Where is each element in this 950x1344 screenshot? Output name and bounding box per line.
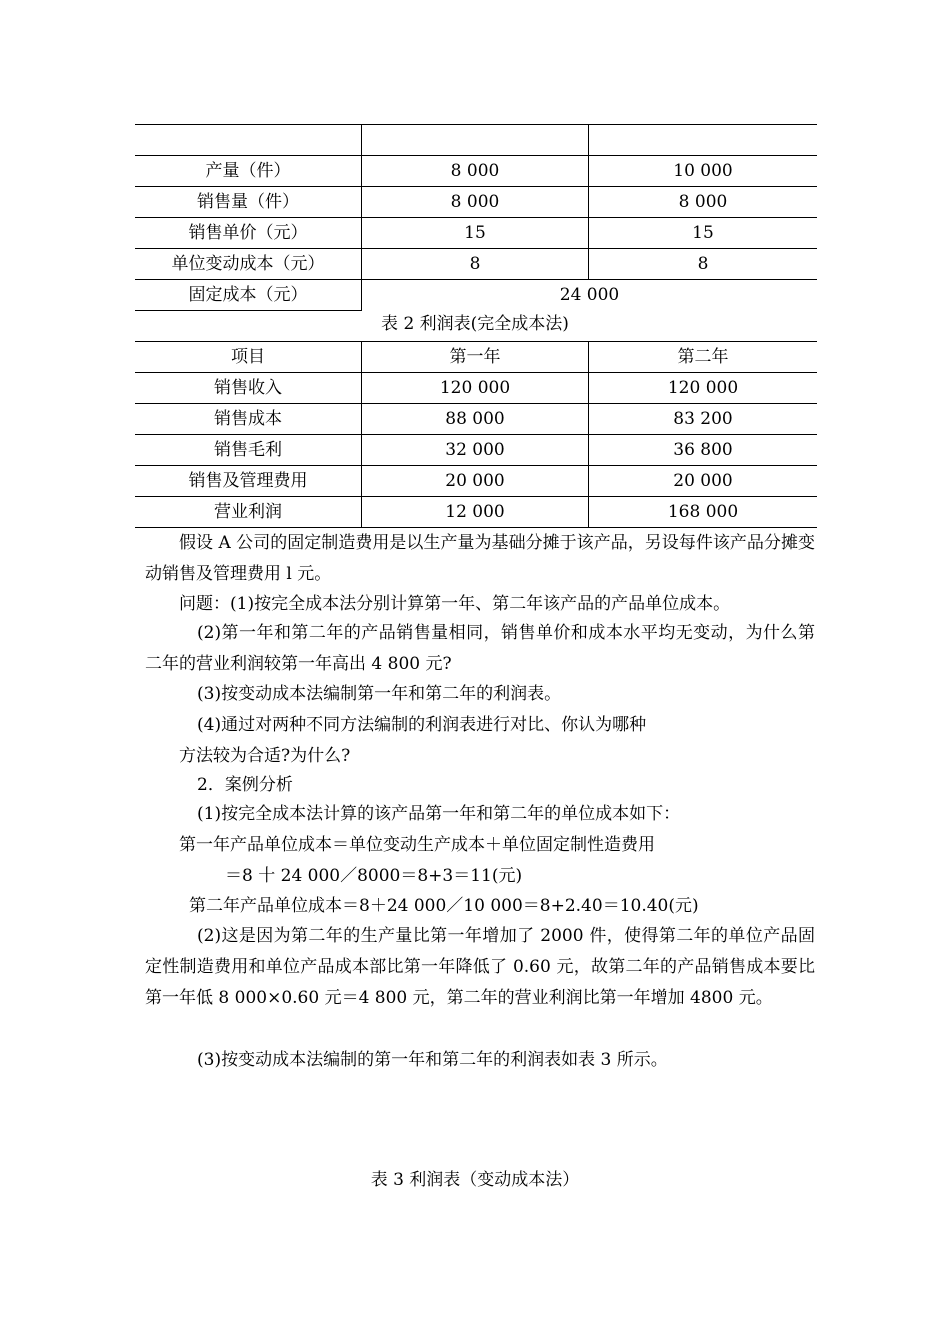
assumption-paragraph: 假设 A 公司的固定制造费用是以生产量为基础分摊于该产品，另设每件该产品分摊变动销售及管理费用 l 元。 [145,533,815,584]
cost-data-table [135,124,817,311]
table-row [135,125,817,156]
table-cell: 固定成本（元） [135,280,362,311]
question-4-line1: (4)通过对两种不同方法编制的利润表进行对比、你认为哪种 [197,715,647,735]
answer-3: (3)按变动成本法编制的第一年和第二年的利润表如表 3 所示。 [197,1050,668,1070]
table-cell: 83 200 [589,404,818,435]
table-cell: 8 000 [589,187,818,218]
answer-2: (2)这是因为第二年的生产量比第一年增加了 2000 件，使得第二年的单位产品固定性制造费用和单位产品成本部比第一年降低了 0.60 元，故第二年的产品销售成本要比第一年低 8 000×0.60 元＝4 800 元，第二年的营业利润比第一年增加 4800 元。 [145,926,815,1008]
table-cell: 10 000 [589,156,818,187]
table-cell: 168 000 [589,497,818,528]
table-cell: 8 000 [362,156,589,187]
table-cell: 36 800 [589,435,818,466]
table-cell: 32 000 [362,435,589,466]
table-row [135,466,817,497]
table-cell: 8 000 [362,187,589,218]
table-header-row [135,342,817,373]
section-heading: 2．案例分析 [197,775,293,795]
table2-caption: 表 2 利润表(完全成本法) [381,314,569,334]
question-3: (3)按变动成本法编制第一年和第二年的利润表。 [197,684,562,704]
table-row [135,404,817,435]
table-cell: 20 000 [589,466,818,497]
question-4-line2: 方法较为合适?为什么? [179,746,351,766]
table-row [135,187,817,218]
table-cell: 15 [362,218,589,249]
table-cell: 营业利润 [135,497,362,528]
table-cell: 12 000 [362,497,589,528]
table-cell: 8 [362,249,589,280]
table-cell: 120 000 [362,373,589,404]
table-cell: 88 000 [362,404,589,435]
table-cell [362,125,589,156]
question-1: 问题：(1)按完全成本法分别计算第一年、第二年该产品的产品单位成本。 [179,594,731,614]
table-row [135,497,817,528]
table3-caption: 表 3 利润表（变动成本法） [370,1170,580,1190]
table-row [135,156,817,187]
formula-line-2: ＝8 十 24 000／8000＝8+3＝11(元) [225,866,523,886]
table-cell: 15 [589,218,818,249]
table-cell: 销售量（件） [135,187,362,218]
table-cell: 销售毛利 [135,435,362,466]
table-cell: 20 000 [362,466,589,497]
column-header: 项目 [135,342,362,373]
table-row [135,373,817,404]
table-cell [589,125,818,156]
question-2: (2)第一年和第二年的产品销售量相同，销售单价和成本水平均无变动，为什么第二年的营业利润较第一年高出 4 800 元? [145,623,815,674]
answer-1: (1)按完全成本法计算的该产品第一年和第二年的单位成本如下： [197,804,681,824]
table-cell: 销售收入 [135,373,362,404]
table-row [135,280,817,311]
table-cell: 8 [589,249,818,280]
profit-table-full-costing [135,341,817,528]
table-cell: 销售成本 [135,404,362,435]
column-header: 第一年 [362,342,589,373]
column-header: 第二年 [589,342,818,373]
table-cell: 24 000 [362,280,818,311]
formula-line-3: 第二年产品单位成本＝8＋24 000／10 000＝8+2.40＝10.40(元) [189,896,699,916]
table-cell: 产量（件） [135,156,362,187]
table-cell [135,125,362,156]
formula-line-1: 第一年产品单位成本＝单位变动生产成本＋单位固定制性造费用 [179,835,655,855]
table-cell: 120 000 [589,373,818,404]
table-cell: 单位变动成本（元） [135,249,362,280]
table-row [135,435,817,466]
table-row [135,218,817,249]
table-cell: 销售单价（元） [135,218,362,249]
table-row [135,249,817,280]
table-cell: 销售及管理费用 [135,466,362,497]
